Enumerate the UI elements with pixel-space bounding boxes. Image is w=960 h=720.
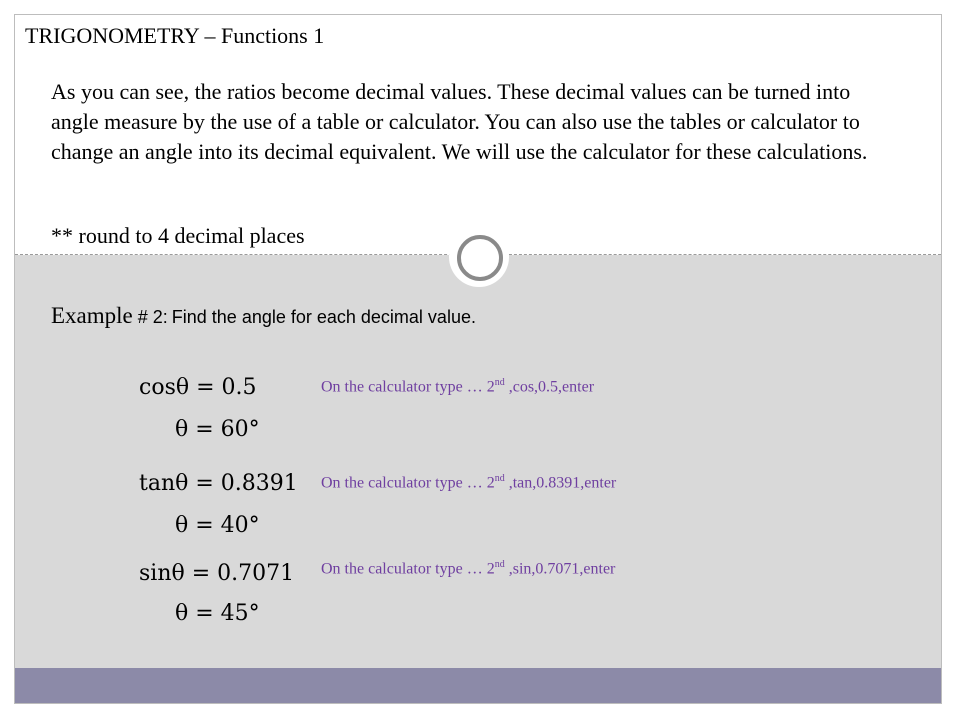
calc-note-prefix: On the calculator type … 2 bbox=[321, 378, 495, 396]
rounding-note: ** round to 4 decimal places bbox=[51, 223, 305, 248]
answer-cos: θ = 60° bbox=[175, 417, 260, 442]
calc-note-sin bbox=[321, 559, 615, 578]
calc-note-superscript: nd bbox=[494, 473, 505, 484]
equation-tan: tanθ = 0.8391 bbox=[139, 471, 298, 496]
example-heading bbox=[51, 303, 476, 329]
slide-title: TRIGONOMETRY – Functions 1 bbox=[25, 23, 325, 48]
answer-tan: θ = 40° bbox=[175, 513, 260, 538]
calc-note-suffix: ,sin,0.7071,enter bbox=[504, 560, 616, 578]
example-number: # 2: bbox=[132, 307, 168, 327]
calc-note-prefix: On the calculator type … 2 bbox=[321, 474, 495, 492]
calc-note-prefix: On the calculator type … 2 bbox=[321, 560, 495, 578]
equation-sin: sinθ = 0.7071 bbox=[139, 561, 295, 586]
calc-note-tan bbox=[321, 473, 616, 492]
equation-cos: cosθ = 0.5 bbox=[139, 375, 257, 400]
circle-ring bbox=[457, 235, 503, 281]
calc-note-suffix: ,tan,0.8391,enter bbox=[504, 474, 617, 492]
footer-bar bbox=[15, 668, 941, 703]
calc-note-suffix: ,cos,0.5,enter bbox=[504, 378, 595, 396]
calc-note-superscript: nd bbox=[494, 559, 505, 570]
example-word: Example bbox=[51, 303, 133, 328]
intro-paragraph: As you can see, the ratios become decimal values. These decimal values can be turned into angle measure by the use of a table or calculator. You can also use the tables or calculator to change an angle into its decimal equivalent. We will use the calculator for these calculations. bbox=[51, 79, 868, 164]
calc-note-superscript: nd bbox=[494, 377, 505, 388]
slide bbox=[14, 14, 942, 704]
example-instruction: Find the angle for each decimal value. bbox=[171, 307, 476, 327]
calc-note-cos bbox=[321, 377, 594, 396]
divider-circle-icon bbox=[449, 227, 509, 287]
answer-sin: θ = 45° bbox=[175, 601, 260, 626]
